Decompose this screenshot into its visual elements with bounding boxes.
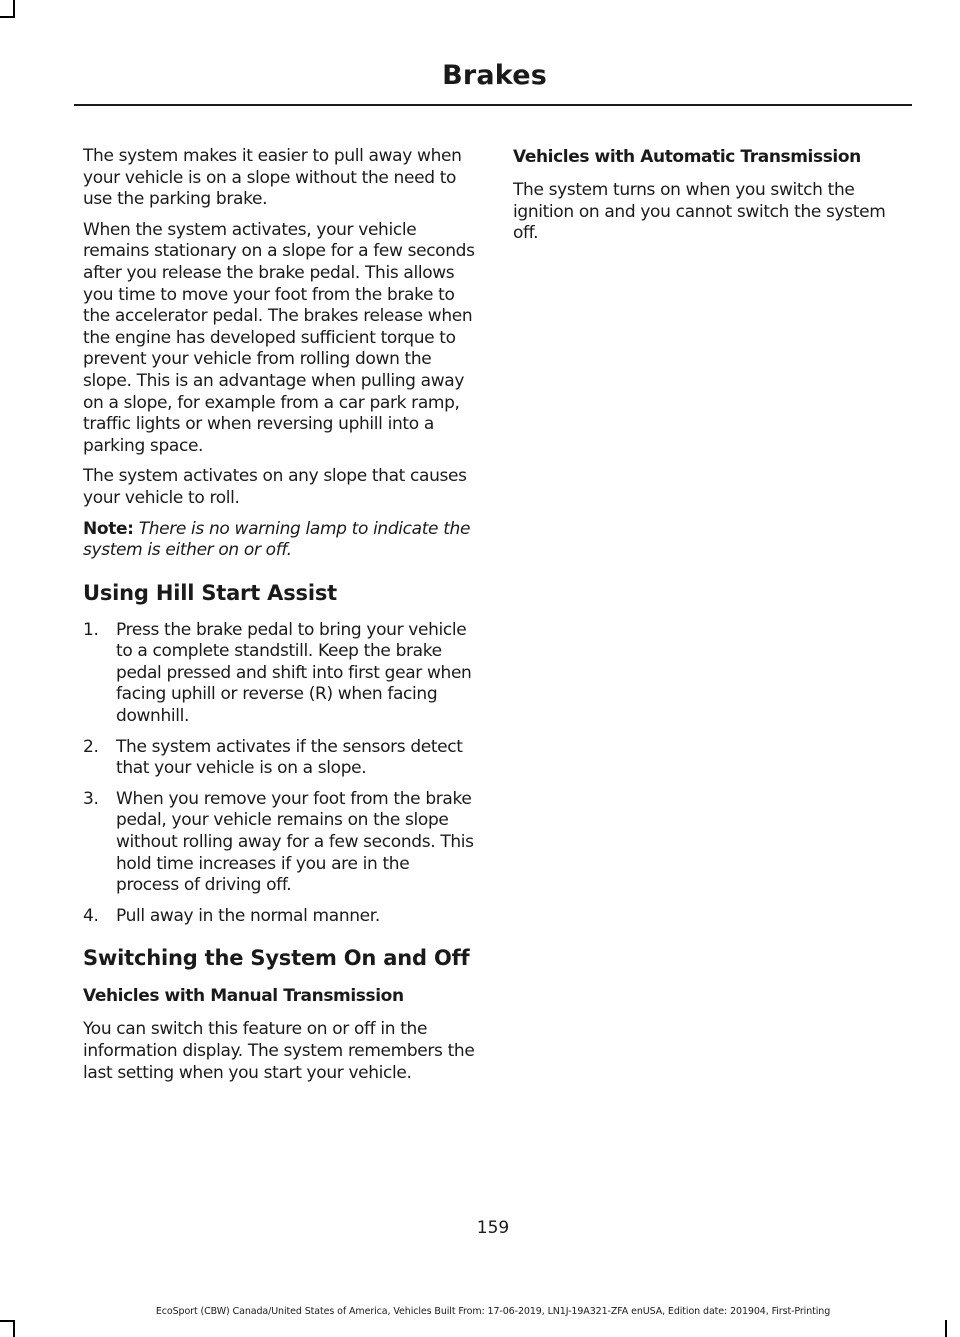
list-item xyxy=(83,789,477,897)
steps-list xyxy=(83,620,477,928)
activation-paragraph: When the system activates, your vehicle remains stationary on a slope for a few seconds after you release the brake pedal. This allows you time to move your foot from the brake to the accelerator pedal. The brakes release when the engine has developed sufficient torque to prevent your vehicle from rolling down the slope. This is an advantage when pulling away on a slope, for example from a car park ramp, traffic lights or when reversing uphill into a parking space. xyxy=(83,219,475,456)
using-hill-start-assist-heading: Using Hill Start Assist xyxy=(83,580,337,605)
manual-transmission-heading: Vehicles with Manual Transmission xyxy=(83,986,404,1007)
right-column xyxy=(513,146,907,254)
page-number: 159 xyxy=(476,1218,510,1238)
intro-paragraph: The system makes it easier to pull away when your vehicle is on a slope without the need to use the parking brake. xyxy=(83,146,462,210)
list-item xyxy=(83,906,477,928)
crop-mark-bottom-right xyxy=(945,1320,947,1337)
step-number: 2. xyxy=(83,736,99,757)
step-text: When you remove your foot from the brake pedal, your vehicle remains on the slope without rolling away for a few seconds. This hold time increases if you are in the process of driving off. xyxy=(116,788,474,896)
note-label: Note: xyxy=(83,518,134,539)
automatic-transmission-text: The system turns on when you switch the ignition on and you cannot switch the system off. xyxy=(513,180,886,244)
list-item xyxy=(83,620,477,728)
automatic-transmission-heading: Vehicles with Automatic Transmission xyxy=(513,147,861,167)
step-text: The system activates if the sensors detect that your vehicle is on a slope. xyxy=(116,736,463,779)
header-rule xyxy=(74,104,912,106)
slope-paragraph: The system activates on any slope that causes your vehicle to roll. xyxy=(83,466,467,508)
left-column xyxy=(83,146,477,1093)
step-text: Pull away in the normal manner. xyxy=(116,905,380,926)
note-text: There is no warning lamp to indicate the system is either on or off. xyxy=(83,518,471,561)
step-number: 3. xyxy=(83,788,99,809)
footer-edition-info: EcoSport (CBW) Canada/United States of America, Vehicles Built From: 17-06-2019, LN1J-19A321-ZFA enUSA, Edition date: 201904, First-Printing xyxy=(155,1306,831,1317)
crop-mark-bottom-left xyxy=(13,1320,15,1337)
step-number: 1. xyxy=(83,619,99,640)
list-item xyxy=(83,737,477,780)
step-text: Press the brake pedal to bring your vehicle to a complete standstill. Keep the brake pedal pressed and shift into first gear when facing uphill or reverse (R) when facing downhill. xyxy=(116,619,472,727)
step-number: 4. xyxy=(83,905,99,926)
switching-system-heading: Switching the System On and Off xyxy=(83,946,470,971)
manual-transmission-text: You can switch this feature on or off in the information display. The system remembers the last setting when you start your vehicle. xyxy=(83,1019,475,1083)
note-paragraph xyxy=(83,519,477,562)
crop-mark-bottom-left-h xyxy=(0,1320,15,1322)
crop-mark-top-left xyxy=(13,0,15,17)
page-header-title: Brakes xyxy=(442,60,547,91)
crop-mark-top-left-h xyxy=(0,16,15,18)
